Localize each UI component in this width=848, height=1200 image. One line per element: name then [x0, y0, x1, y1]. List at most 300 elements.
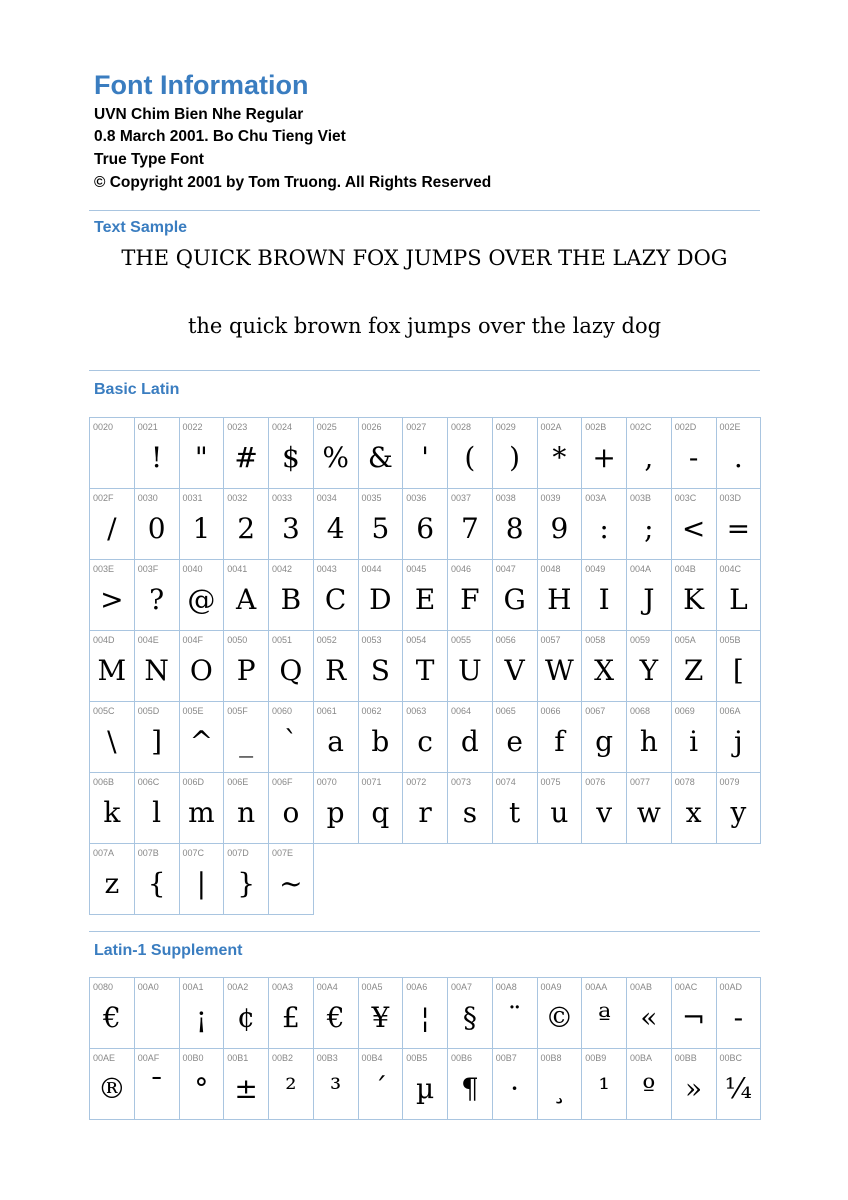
glyph-char: +	[592, 441, 616, 474]
glyph-cell	[358, 559, 404, 631]
glyph-code: 0067	[585, 706, 606, 716]
glyph-char: ,	[644, 441, 654, 474]
glyph-cell	[179, 977, 225, 1049]
glyph-char: I	[598, 583, 610, 616]
glyph-cell	[358, 488, 404, 560]
divider	[89, 370, 760, 371]
text-sample-heading: Text Sample	[94, 219, 188, 236]
glyph-char: ¢	[237, 1001, 256, 1034]
glyph-code: 006D	[182, 777, 205, 787]
glyph-char: µ	[416, 1072, 435, 1105]
glyph-cell	[223, 843, 269, 915]
glyph-char: 1	[192, 512, 211, 545]
glyph-char: %	[322, 441, 349, 474]
glyph-cell	[134, 559, 180, 631]
glyph-cell	[89, 843, 135, 915]
glyph-cell	[313, 559, 359, 631]
glyph-char: d	[460, 725, 479, 758]
glyph-cell	[89, 559, 135, 631]
glyph-char: ±	[234, 1072, 258, 1105]
glyph-cell	[671, 701, 717, 773]
glyph-code: 005E	[182, 706, 204, 716]
glyph-code: 006E	[227, 777, 249, 787]
glyph-code: 00A4	[316, 982, 338, 992]
divider	[89, 210, 760, 211]
glyph-char: ª	[597, 1001, 611, 1034]
glyph-char: £	[281, 1001, 300, 1034]
glyph-cell	[268, 1048, 314, 1120]
glyph-code: 0074	[495, 777, 516, 787]
glyph-cell	[581, 772, 627, 844]
glyph-char: €	[102, 1001, 121, 1034]
glyph-code: 00BB	[674, 1053, 697, 1063]
glyph-code: 0047	[495, 564, 516, 574]
glyph-code: 0064	[451, 706, 472, 716]
glyph-cell	[89, 772, 135, 844]
glyph-cell	[402, 488, 448, 560]
glyph-code: 0058	[585, 635, 606, 645]
glyph-code: 00B5	[406, 1053, 428, 1063]
glyph-char: p	[326, 796, 345, 829]
glyph-cell	[313, 630, 359, 702]
glyph-char: r	[418, 796, 432, 829]
font-version: 0.8 March 2001. Bo Chu Tieng Viet	[94, 128, 346, 145]
glyph-code: 0036	[406, 493, 427, 503]
glyph-char: =	[726, 512, 751, 545]
glyph-code: 007E	[272, 848, 294, 858]
glyph-code: 0030	[137, 493, 158, 503]
glyph-code: 00B2	[272, 1053, 294, 1063]
glyph-char: O	[189, 654, 213, 687]
glyph-cell	[626, 488, 672, 560]
glyph-cell	[179, 559, 225, 631]
glyph-code: 005C	[93, 706, 115, 716]
glyph-code: 0076	[585, 777, 606, 787]
glyph-code: 0038	[495, 493, 516, 503]
glyph-code: 00A5	[361, 982, 383, 992]
glyph-code: 0052	[316, 635, 337, 645]
glyph-char: B	[280, 583, 302, 616]
glyph-cell	[671, 559, 717, 631]
glyph-char: ¹	[598, 1072, 610, 1105]
glyph-char: ¬	[681, 1001, 706, 1034]
glyph-cell	[581, 701, 627, 773]
basic-latin-heading: Basic Latin	[94, 381, 180, 398]
glyph-code: 00B4	[361, 1053, 383, 1063]
glyph-code: 00B1	[227, 1053, 249, 1063]
glyph-cell	[134, 488, 180, 560]
glyph-char: /	[107, 512, 117, 545]
glyph-cell	[223, 701, 269, 773]
glyph-cell	[268, 417, 314, 489]
glyph-code: 0041	[227, 564, 248, 574]
glyph-cell	[671, 417, 717, 489]
font-type: True Type Font	[94, 151, 204, 168]
glyph-cell	[537, 417, 583, 489]
glyph-cell	[537, 559, 583, 631]
glyph-code: 0054	[406, 635, 427, 645]
glyph-char: b	[371, 725, 390, 758]
glyph-char: i	[689, 725, 699, 758]
glyph-code: 004A	[630, 564, 652, 574]
glyph-cell	[492, 977, 538, 1049]
glyph-code: 00AA	[585, 982, 608, 992]
glyph-cell	[402, 1048, 448, 1120]
glyph-char: (	[464, 441, 476, 474]
glyph-char: ³	[330, 1072, 342, 1105]
glyph-cell	[89, 630, 135, 702]
glyph-code: 00A3	[272, 982, 294, 992]
glyph-char: e	[506, 725, 523, 758]
glyph-code: 00A9	[540, 982, 562, 992]
glyph-char: R	[325, 654, 347, 687]
glyph-cell	[223, 1048, 269, 1120]
glyph-cell	[89, 1048, 135, 1120]
glyph-code: 0020	[93, 422, 114, 432]
glyph-char: |	[196, 867, 207, 900]
glyph-char: t	[508, 796, 521, 829]
glyph-cell	[268, 843, 314, 915]
glyph-code: 0079	[719, 777, 740, 787]
glyph-char: 5	[371, 512, 390, 545]
glyph-char: _	[239, 725, 254, 758]
glyph-char: g	[595, 725, 614, 758]
glyph-cell	[134, 701, 180, 773]
glyph-char: -	[733, 1001, 744, 1034]
glyph-char: )	[509, 441, 521, 474]
glyph-char: N	[144, 654, 169, 687]
glyph-code: 0032	[227, 493, 248, 503]
glyph-char: F	[460, 583, 480, 616]
glyph-char: L	[729, 583, 748, 616]
glyph-cell	[89, 488, 135, 560]
glyph-cell	[447, 1048, 493, 1120]
glyph-code: 00A6	[406, 982, 428, 992]
glyph-char: 9	[550, 512, 569, 545]
glyph-char: T	[415, 654, 435, 687]
glyph-char: \	[107, 725, 117, 758]
glyph-cell	[179, 417, 225, 489]
glyph-code: 00A0	[137, 982, 159, 992]
glyph-char: ]	[151, 725, 163, 758]
glyph-char: ~	[279, 867, 303, 900]
glyph-cell	[402, 630, 448, 702]
glyph-char: 7	[460, 512, 479, 545]
glyph-code: 0040	[182, 564, 203, 574]
glyph-code: 0063	[406, 706, 427, 716]
glyph-code: 00AC	[674, 982, 698, 992]
glyph-cell	[179, 701, 225, 773]
glyph-cell	[492, 772, 538, 844]
glyph-code: 00A2	[227, 982, 249, 992]
glyph-char: °	[194, 1072, 209, 1105]
glyph-code: 0024	[272, 422, 293, 432]
glyph-char: &	[367, 441, 393, 474]
glyph-cell	[626, 1048, 672, 1120]
glyph-char: s	[462, 796, 478, 829]
glyph-char: #	[234, 441, 258, 474]
glyph-code: 0075	[540, 777, 561, 787]
glyph-code: 0037	[451, 493, 472, 503]
glyph-code: 0069	[674, 706, 695, 716]
glyph-code: 0025	[316, 422, 337, 432]
glyph-char: ²	[285, 1072, 297, 1105]
glyph-char: w	[636, 796, 661, 829]
glyph-code: 0033	[272, 493, 293, 503]
glyph-code: 006C	[137, 777, 160, 787]
glyph-code: 005B	[719, 635, 741, 645]
glyph-cell	[716, 559, 762, 631]
glyph-cell	[89, 417, 135, 489]
glyph-code: 0029	[495, 422, 516, 432]
glyph-char: P	[236, 654, 256, 687]
glyph-code: 002C	[630, 422, 652, 432]
glyph-char: X	[594, 654, 615, 687]
glyph-cell	[447, 559, 493, 631]
glyph-char: H	[547, 583, 572, 616]
glyph-code: 00B8	[540, 1053, 562, 1063]
glyph-char: Q	[279, 654, 303, 687]
glyph-code: 0077	[630, 777, 651, 787]
glyph-code: 002B	[585, 422, 607, 432]
glyph-cell	[358, 1048, 404, 1120]
glyph-cell	[179, 630, 225, 702]
glyph-cell	[626, 559, 672, 631]
glyph-cell	[537, 630, 583, 702]
glyph-cell	[447, 417, 493, 489]
glyph-code: 002F	[93, 493, 114, 503]
glyph-code: 00AD	[719, 982, 743, 992]
glyph-cell	[223, 417, 269, 489]
glyph-char: {	[147, 867, 166, 900]
glyph-code: 004B	[674, 564, 696, 574]
glyph-char: 6	[416, 512, 435, 545]
glyph-code: 002E	[719, 422, 741, 432]
glyph-cell	[223, 977, 269, 1049]
glyph-code: 0049	[585, 564, 606, 574]
glyph-cell	[492, 488, 538, 560]
glyph-cell	[313, 488, 359, 560]
glyph-char: y	[730, 796, 747, 829]
glyph-code: 003D	[719, 493, 742, 503]
glyph-code: 003E	[93, 564, 115, 574]
glyph-code: 0059	[630, 635, 651, 645]
glyph-code: 003C	[674, 493, 697, 503]
glyph-cell	[537, 488, 583, 560]
glyph-char: A	[236, 583, 257, 616]
glyph-code: 0034	[316, 493, 337, 503]
glyph-cell	[358, 977, 404, 1049]
glyph-cell	[223, 630, 269, 702]
glyph-code: 0021	[137, 422, 158, 432]
glyph-cell	[447, 701, 493, 773]
glyph-code: 00BA	[630, 1053, 653, 1063]
glyph-code: 00AF	[137, 1053, 160, 1063]
glyph-code: 0071	[361, 777, 382, 787]
glyph-cell	[268, 772, 314, 844]
glyph-code: 0051	[272, 635, 293, 645]
glyph-char: ©	[545, 1001, 574, 1034]
glyph-cell	[223, 772, 269, 844]
glyph-char: f	[554, 725, 565, 758]
glyph-cell	[402, 417, 448, 489]
glyph-code: 0060	[272, 706, 293, 716]
glyph-cell	[134, 417, 180, 489]
glyph-char: u	[550, 796, 569, 829]
glyph-cell	[402, 701, 448, 773]
glyph-code: 004C	[719, 564, 742, 574]
glyph-char: ¨	[507, 1001, 522, 1034]
glyph-char: Y	[639, 654, 659, 687]
glyph-code: 0050	[227, 635, 248, 645]
glyph-cell	[179, 1048, 225, 1120]
glyph-cell	[626, 772, 672, 844]
glyph-cell	[492, 630, 538, 702]
glyph-code: 0035	[361, 493, 382, 503]
glyph-cell	[268, 701, 314, 773]
glyph-cell	[134, 1048, 180, 1120]
glyph-code: 00B9	[585, 1053, 607, 1063]
glyph-code: 0078	[674, 777, 695, 787]
glyph-char: §	[462, 1001, 477, 1034]
glyph-cell	[537, 977, 583, 1049]
glyph-code: 0027	[406, 422, 427, 432]
glyph-cell	[581, 488, 627, 560]
glyph-code: 00B0	[182, 1053, 204, 1063]
glyph-code: 0026	[361, 422, 382, 432]
glyph-char: }	[237, 867, 256, 900]
glyph-cell	[537, 772, 583, 844]
glyph-code: 0072	[406, 777, 427, 787]
glyph-code: 0068	[630, 706, 651, 716]
glyph-code: 0048	[540, 564, 561, 574]
glyph-cell	[671, 630, 717, 702]
glyph-char: «	[640, 1001, 658, 1034]
glyph-code: 004E	[137, 635, 159, 645]
glyph-cell	[581, 977, 627, 1049]
glyph-code: 0045	[406, 564, 427, 574]
glyph-char: j	[734, 725, 743, 758]
glyph-char: ´	[373, 1072, 388, 1105]
glyph-char: !	[150, 441, 163, 474]
page-title: Font Information	[94, 70, 309, 100]
glyph-cell	[134, 843, 180, 915]
divider	[89, 931, 760, 932]
glyph-code: 002A	[540, 422, 562, 432]
glyph-cell	[223, 488, 269, 560]
glyph-code: 0062	[361, 706, 382, 716]
glyph-cell	[626, 701, 672, 773]
glyph-code: 007C	[182, 848, 205, 858]
glyph-cell	[581, 559, 627, 631]
glyph-code: 0073	[451, 777, 472, 787]
glyph-char: ¯	[149, 1072, 164, 1105]
glyph-cell	[492, 701, 538, 773]
glyph-cell	[626, 977, 672, 1049]
glyph-code: 0056	[495, 635, 516, 645]
glyph-code: 0031	[182, 493, 203, 503]
glyph-cell	[134, 977, 180, 1049]
glyph-cell	[268, 630, 314, 702]
latin1-heading: Latin-1 Supplement	[94, 942, 243, 959]
glyph-cell	[402, 772, 448, 844]
glyph-char: ^	[189, 725, 214, 758]
glyph-char: €	[326, 1001, 345, 1034]
glyph-code: 005A	[674, 635, 696, 645]
font-name: UVN Chim Bien Nhe Regular	[94, 106, 304, 123]
glyph-code: 00A7	[451, 982, 473, 992]
glyph-cell	[313, 1048, 359, 1120]
glyph-char: o	[282, 796, 300, 829]
glyph-char: .	[733, 441, 743, 474]
glyph-cell	[716, 417, 762, 489]
glyph-cell	[626, 417, 672, 489]
glyph-cell	[671, 488, 717, 560]
glyph-cell	[358, 701, 404, 773]
glyph-cell	[492, 559, 538, 631]
glyph-cell	[537, 701, 583, 773]
glyph-char: ¥	[371, 1001, 390, 1034]
glyph-char: n	[237, 796, 256, 829]
glyph-char: ·	[510, 1072, 520, 1105]
glyph-code: 0042	[272, 564, 293, 574]
glyph-char: $	[281, 441, 300, 474]
glyph-char: >	[100, 583, 124, 616]
glyph-char: E	[414, 583, 436, 616]
glyph-cell	[134, 772, 180, 844]
glyph-cell	[313, 977, 359, 1049]
glyph-cell	[402, 977, 448, 1049]
glyph-code: 00B7	[495, 1053, 517, 1063]
glyph-cell	[313, 772, 359, 844]
glyph-code: 00A8	[495, 982, 517, 992]
glyph-code: 00B6	[451, 1053, 473, 1063]
glyph-cell	[537, 1048, 583, 1120]
glyph-code: 003F	[137, 564, 159, 574]
glyph-cell	[581, 417, 627, 489]
glyph-char: ?	[149, 583, 165, 616]
glyph-cell	[626, 630, 672, 702]
glyph-cell	[492, 417, 538, 489]
glyph-char: -	[688, 441, 699, 474]
glyph-code: 0057	[540, 635, 561, 645]
glyph-char: a	[327, 725, 344, 758]
glyph-char: Z	[683, 654, 704, 687]
glyph-code: 0044	[361, 564, 382, 574]
glyph-cell	[716, 701, 762, 773]
glyph-code: 006F	[272, 777, 293, 787]
glyph-char: J	[643, 583, 655, 616]
glyph-char: 2	[237, 512, 256, 545]
glyph-cell	[716, 977, 762, 1049]
glyph-char: l	[152, 796, 162, 829]
glyph-char: V	[504, 654, 525, 687]
glyph-code: 004F	[182, 635, 204, 645]
glyph-char: :	[599, 512, 609, 545]
glyph-char: *	[552, 441, 567, 474]
glyph-cell	[581, 1048, 627, 1120]
glyph-code: 00B3	[316, 1053, 338, 1063]
font-copyright: © Copyright 2001 by Tom Truong. All Rights Reserved	[94, 174, 492, 191]
glyph-char: m	[188, 796, 215, 829]
glyph-cell	[89, 977, 135, 1049]
glyph-char: 4	[326, 512, 345, 545]
glyph-char: z	[104, 867, 120, 900]
sample-uppercase: THE QUICK BROWN FOX JUMPS OVER THE LAZY DOG	[121, 246, 728, 270]
glyph-char: S	[370, 654, 390, 687]
glyph-code: 005D	[137, 706, 160, 716]
glyph-cell	[358, 630, 404, 702]
